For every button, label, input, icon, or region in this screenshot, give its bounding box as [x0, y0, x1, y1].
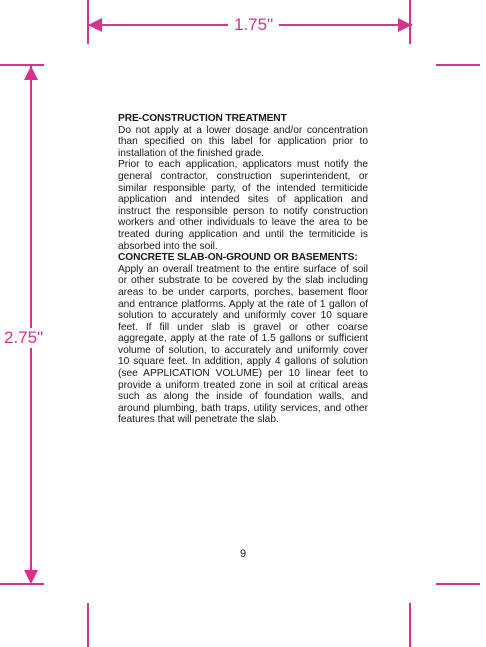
label-content [118, 113, 368, 426]
crop-mark-right-top [436, 64, 480, 66]
section-heading-concrete-slab: CONCRETE SLAB-ON-GROUND OR BASEMENTS: [118, 252, 358, 264]
crop-mark-right-bottom [436, 583, 480, 585]
crop-mark-bottom-right [409, 603, 411, 647]
paragraph-slab-treatment: Apply an overall treatment to the entire surface of soil or other substrate to be covered by the slab including areas to be under carports, porches, basement floor and entrance platforms. Apply at the rate of 1 gallon of solution to accurately and uniformly cover 10 square feet. If fill under slab is gravel or other coarse aggregate, apply at the rate of 1.5 gallons or sufficient volume of solution, to accurately and uniformly cover 10 square feet. In addition, apply 4 gallons of solution (see APPLICATION VOLUME) per 10 linear feet to provide a uniform treated zone in soil at critical areas such as along the inside of foundation walls, and around plumbing, bath traps, utility services, and other features that will penetrate the slab. [118, 263, 368, 426]
width-dimension-label: 1.75" [228, 15, 279, 35]
height-arrow-up-icon [24, 66, 38, 80]
paragraph-notification: Prior to each application, applicators must notify the general contractor, construction superintendent, or similar responsible party, of the intended termiticide application and intended sites of application and instruct the responsible person to notify construction workers and other individuals to leave the area to be treated during application and until the termiticide is absorbed into the soil. [118, 159, 368, 252]
section-heading-pre-construction: PRE-CONSTRUCTION TREATMENT [118, 113, 287, 124]
crop-mark-bottom-left [87, 603, 89, 647]
width-arrow-left-icon [88, 18, 102, 32]
paragraph-dosage: Do not apply at a lower dosage and/or concentration than specified on this label for application prior to installation of the finished grade. [118, 124, 368, 159]
height-dimension-label: 2.75" [4, 328, 44, 347]
width-arrow-right-icon [398, 18, 412, 32]
height-dimension-line [30, 66, 32, 582]
height-arrow-down-icon [24, 570, 38, 584]
page-number: 9 [239, 548, 247, 560]
